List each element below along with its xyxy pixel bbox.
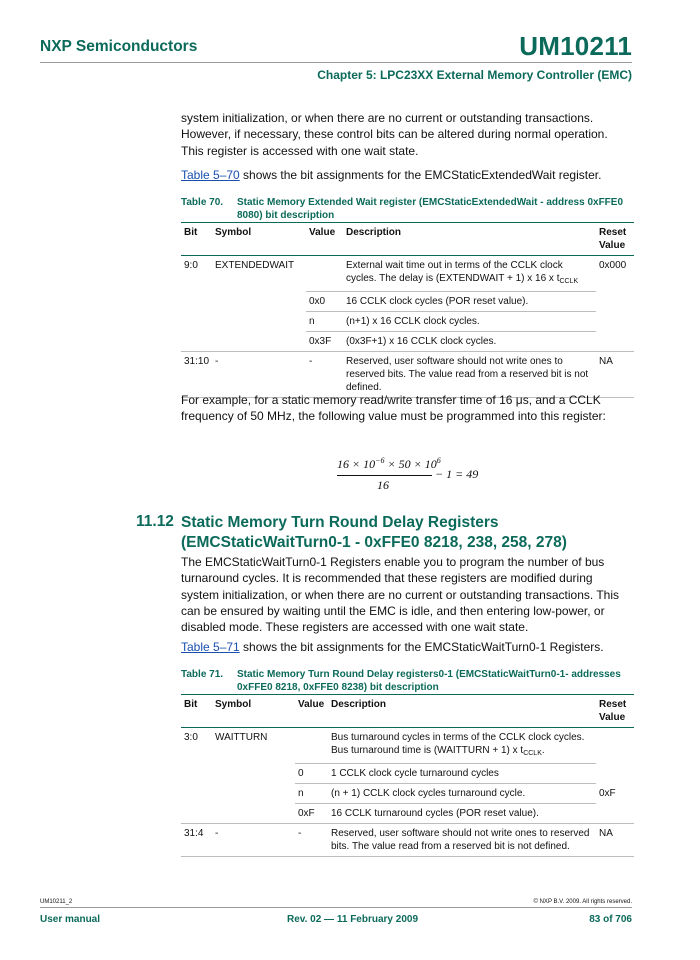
header-divider — [40, 62, 632, 63]
description-cell: Bus turnaround cycles in terms of the CCLK clock cycles. Bus turnaround time is (WAITTURN + 1) x $t_{CCLK}$. — [331, 732, 585, 757]
reset-cell: 0x000 — [599, 260, 627, 271]
value-cell: 0x3F — [306, 332, 343, 352]
formula-denominator: 16 — [377, 478, 389, 492]
formula-result: − 1 = 49 — [435, 467, 479, 481]
table-row — [181, 824, 634, 857]
document-id: UM10211 — [519, 31, 632, 61]
footer-doc-code: UM10211_2 — [40, 899, 73, 905]
reset-cell — [596, 728, 634, 764]
table71-title: Static Memory Turn Round Delay registers0-1 (EMCStaticWaitTurn0-1- addresses 0xFFE0 8218, 0xFFE0 8238) bit description — [237, 669, 621, 693]
table71-header-row — [181, 695, 634, 728]
table70-reference-text: shows the bit assignments for the EMCStaticExtendedWait register. — [239, 168, 602, 182]
table71-reference — [181, 639, 633, 655]
col-bit-header: Bit — [181, 695, 212, 728]
value-cell: n — [295, 784, 328, 804]
table70-header-row — [181, 223, 634, 256]
table70-number: Table 70. — [181, 197, 224, 208]
table70-link[interactable]: Table 5–70 — [181, 168, 240, 182]
col-value-header: Value — [295, 695, 328, 728]
table-row — [181, 256, 634, 292]
col-description-header: Description — [328, 695, 596, 728]
symbol-cell: WAITTURN — [215, 732, 268, 743]
reset-cell: 0xF — [599, 787, 616, 799]
section-title: Static Memory Turn Round Delay Registers (EMCStaticWaitTurn0-1 - 0xFFE0 8218, 238, 258, 278) — [181, 514, 567, 551]
example-paragraph: For example, for a static memory read/write transfer time of 16 μs, and a CCLK frequency of 50 MHz, the following value must be programmed into this register: — [181, 393, 606, 424]
description-cell: 1 CCLK clock cycle turnaround cycles — [328, 764, 596, 784]
reset-cell: NA — [596, 824, 634, 857]
formula-numerator: $16 \times 10^{-6} \times 50 \times 10^6$ — [337, 456, 441, 471]
symbol-cell: - — [212, 352, 306, 398]
value-cell: 0x0 — [306, 292, 343, 312]
col-reset-header: Reset Value — [596, 223, 634, 256]
symbol-cell: EXTENDEDWAIT — [215, 260, 295, 271]
company-name: NXP Semiconductors — [40, 38, 198, 55]
fraction-bar — [337, 475, 432, 476]
footer-page-number: 83 of 706 — [589, 914, 632, 925]
col-bit-header: Bit — [181, 223, 212, 256]
description-cell: (n + 1) CCLK clock cycles turnaround cycle. — [328, 784, 596, 804]
footer-divider — [40, 907, 632, 908]
value-cell: - — [295, 824, 328, 857]
bit-cell: 3:0 — [184, 732, 198, 743]
description-cell: (n+1) x 16 CCLK clock cycles. — [343, 312, 596, 332]
footer-copyright: © NXP B.V. 2009. All rights reserved. — [533, 899, 632, 905]
section-number: 11.12 — [136, 513, 174, 530]
col-description-header: Description — [343, 223, 596, 256]
table-row — [181, 352, 634, 398]
value-cell — [306, 256, 343, 292]
table70-title: Static Memory Extended Wait register (EMCStaticExtendedWait - address 0xFFE0 8080) bit description — [237, 197, 624, 221]
value-cell: 0 — [295, 764, 328, 784]
description-cell: 16 CCLK clock cycles (POR reset value). — [343, 292, 596, 312]
bit-cell: 31:10 — [181, 352, 212, 398]
chapter-title: Chapter 5: LPC23XX External Memory Controller (EMC) — [317, 68, 632, 82]
description-cell: 16 CCLK turnaround cycles (POR reset value). — [328, 804, 596, 824]
value-cell — [295, 728, 328, 764]
col-value-header: Value — [306, 223, 343, 256]
description-cell: External wait time out in terms of the CCLK clock cycles. The delay is (EXTENDWAIT + 1) x 16 x $t_{CCLK}$ — [346, 260, 579, 285]
footer-manual-label: User manual — [40, 914, 101, 925]
value-cell: - — [306, 352, 343, 398]
description-cell: (0x3F+1) x 16 CCLK clock cycles. — [343, 332, 596, 352]
value-cell: n — [306, 312, 343, 332]
col-symbol-header: Symbol — [212, 695, 295, 728]
symbol-cell: - — [212, 824, 295, 857]
table70-reference — [181, 167, 633, 183]
bit-cell: 9:0 — [184, 260, 198, 271]
value-cell: 0xF — [295, 804, 328, 824]
col-symbol-header: Symbol — [212, 223, 306, 256]
bit-cell: 31:4 — [181, 824, 212, 857]
table71-link[interactable]: Table 5–71 — [181, 640, 240, 654]
table71-reference-text: shows the bit assignments for the EMCStaticWaitTurn0-1 Registers. — [239, 640, 604, 654]
col-reset-header: Reset Value — [596, 695, 634, 728]
reset-cell — [596, 804, 634, 824]
reset-cell: NA — [596, 352, 634, 398]
table71 — [181, 694, 634, 857]
section-paragraph: The EMCStaticWaitTurn0-1 Registers enable you to program the number of bus turnaround cycles. It is recommended that these registers are modified during system initialization, or when there are no current or outstanding transactions. This can be ensured by waiting until the EMC is idle, and then entering low-power, or disabled mode. These registers are accessed with one wait state. — [181, 555, 619, 635]
reset-cell — [596, 764, 634, 784]
intro-paragraph: system initialization, or when there are no current or outstanding transactions. However, if necessary, these control bits can be altered during normal operation. This register is accessed with one wait state. — [181, 111, 608, 158]
footer-revision: Rev. 02 — 11 February 2009 — [287, 914, 419, 925]
table70 — [181, 222, 634, 398]
table71-number: Table 71. — [181, 669, 224, 680]
description-cell: Reserved, user software should not write ones to reserved bits. The value read from a reserved bit is not defined. — [343, 352, 596, 398]
table-row — [181, 728, 634, 764]
description-cell: Reserved, user software should not write ones to reserved bits. The value read from a reserved bit is not defined. — [328, 824, 596, 857]
